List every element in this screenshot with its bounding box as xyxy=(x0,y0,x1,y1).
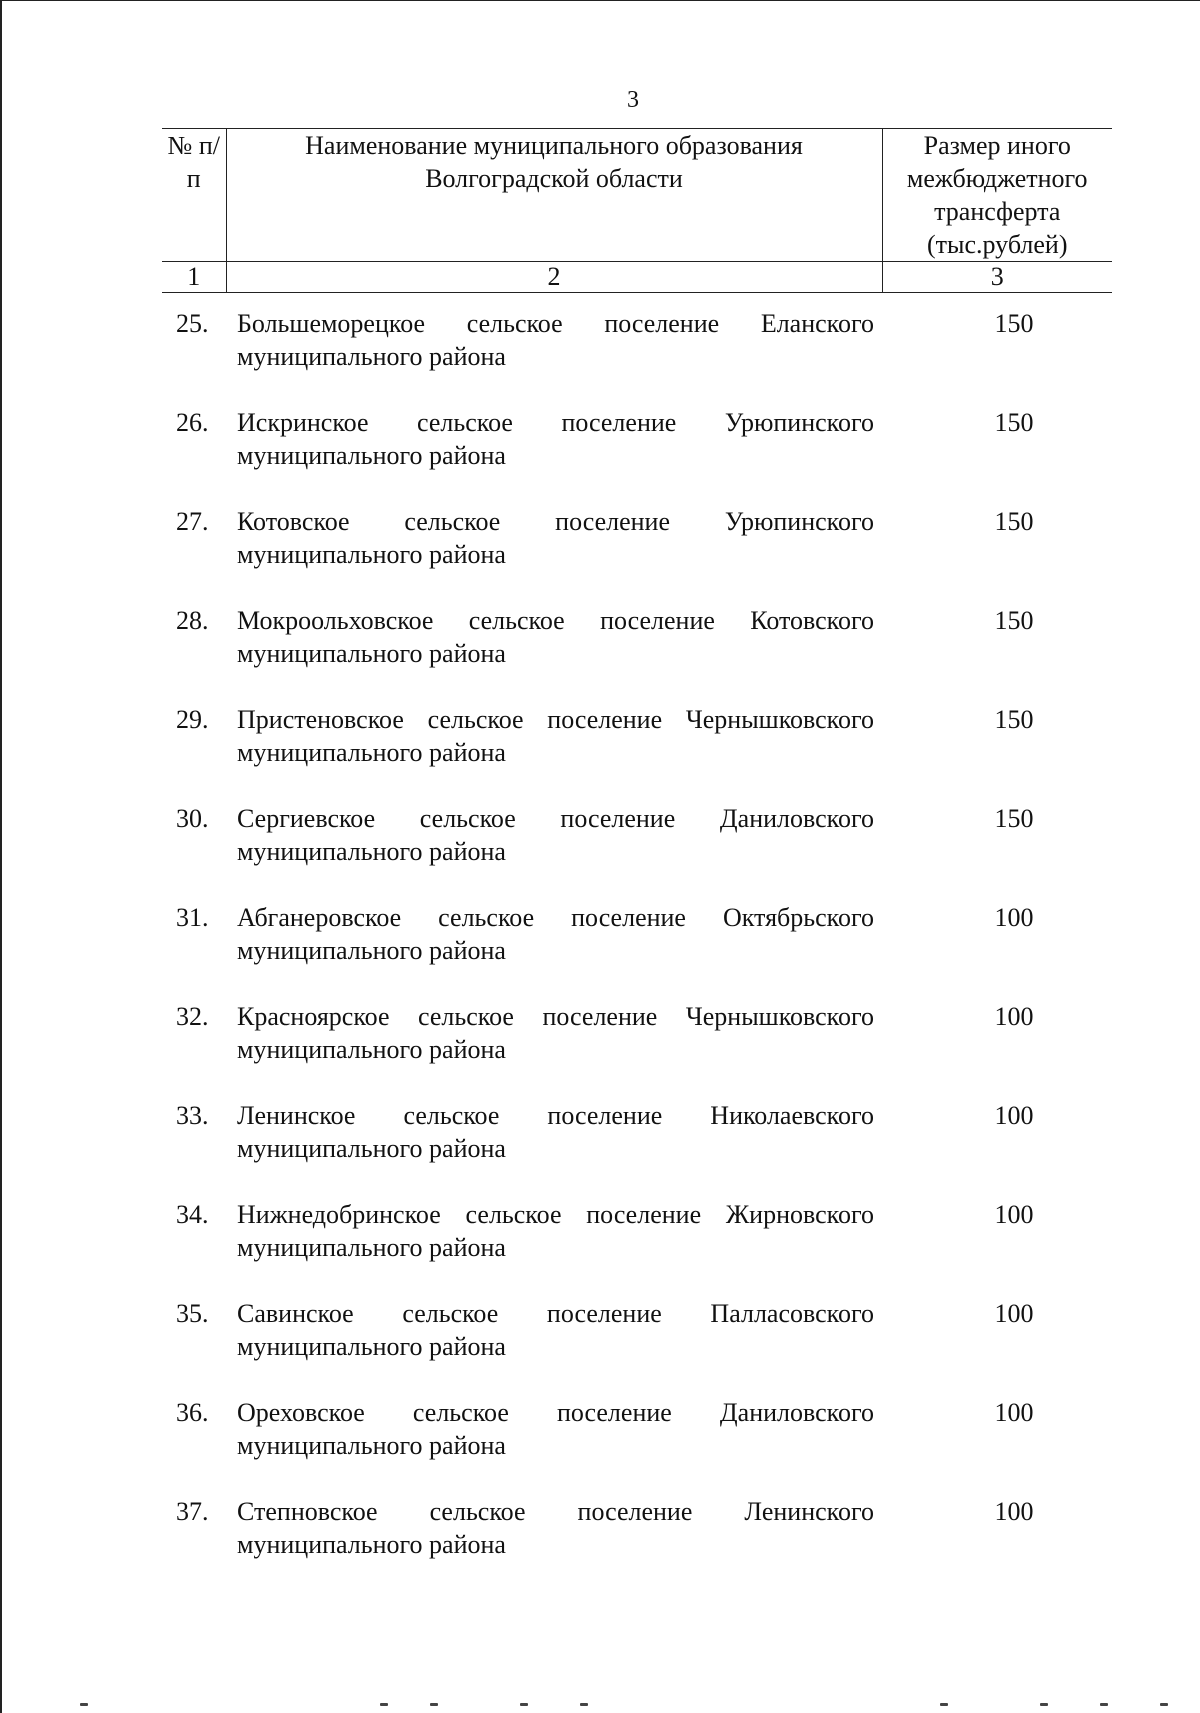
header-transfer-amount: Размер иного межбюджетного трансферта (тыс.рублей) xyxy=(882,129,1112,262)
column-number-3: 3 xyxy=(882,262,1112,293)
table-row xyxy=(162,406,1112,505)
column-number-1: 1 xyxy=(162,262,226,293)
row-number-cell xyxy=(162,1495,226,1594)
row-number: 29. xyxy=(176,705,209,734)
table-row xyxy=(162,802,1112,901)
row-number-cell xyxy=(162,1000,226,1099)
transfer-amount: 150 xyxy=(994,606,1034,635)
row-number-cell xyxy=(162,406,226,505)
municipality-name: Ореховское сельское поселение Даниловского муниципального района xyxy=(237,1398,874,1460)
table-header xyxy=(162,129,1112,293)
municipality-name: Степновское сельское поселение Ленинского муниципального района xyxy=(237,1497,874,1559)
row-number: 32. xyxy=(176,1002,209,1031)
municipality-name: Пристеновское сельское поселение Чернышковского муниципального района xyxy=(237,705,874,767)
municipality-name: Большеморецкое сельское поселение Еланского муниципального района xyxy=(237,309,874,371)
row-number-cell xyxy=(162,1198,226,1297)
table-row xyxy=(162,901,1112,1000)
transfer-amount: 100 xyxy=(994,1497,1034,1526)
municipality-name: Нижнедобринское сельское поселение Жирновского муниципального района xyxy=(237,1200,874,1262)
row-number: 30. xyxy=(176,804,209,833)
page-number: 3 xyxy=(627,87,639,113)
header-municipality-name: Наименование муниципального образования Волгоградской области xyxy=(226,129,882,262)
row-number-cell xyxy=(162,901,226,1000)
municipality-name: Сергиевское сельское поселение Даниловского муниципального района xyxy=(237,804,874,866)
row-number: 33. xyxy=(176,1101,209,1130)
table-row xyxy=(162,505,1112,604)
transfer-amount: 150 xyxy=(994,705,1034,734)
scan-edge-top xyxy=(0,0,1200,1)
transfer-amount: 150 xyxy=(994,408,1034,437)
scan-edge-left xyxy=(0,0,2,1713)
transfer-amount: 100 xyxy=(994,1398,1034,1427)
row-number-cell xyxy=(162,293,226,407)
municipality-name: Мокроольховское сельское поселение Котовского муниципального района xyxy=(237,606,874,668)
transfer-amount: 150 xyxy=(994,804,1034,833)
header-row xyxy=(162,129,1112,262)
table-row xyxy=(162,1198,1112,1297)
row-number-cell xyxy=(162,604,226,703)
row-number: 28. xyxy=(176,606,209,635)
scan-bottom-artifacts xyxy=(80,1703,1180,1709)
table-row xyxy=(162,604,1112,703)
transfer-amount: 100 xyxy=(994,1002,1034,1031)
table-row xyxy=(162,293,1112,407)
row-number: 27. xyxy=(176,507,209,536)
row-number: 25. xyxy=(176,309,209,338)
municipality-name: Красноярское сельское поселение Чернышковского муниципального района xyxy=(237,1002,874,1064)
column-number-2: 2 xyxy=(226,262,882,293)
row-number: 34. xyxy=(176,1200,209,1229)
row-number: 36. xyxy=(176,1398,209,1427)
table-row xyxy=(162,1495,1112,1594)
row-number-cell xyxy=(162,802,226,901)
municipality-name: Абганеровское сельское поселение Октябрьского муниципального района xyxy=(237,903,874,965)
row-number: 37. xyxy=(176,1497,209,1526)
column-number-row xyxy=(162,262,1112,293)
row-number: 35. xyxy=(176,1299,209,1328)
municipality-name: Ленинское сельское поселение Николаевского муниципального района xyxy=(237,1101,874,1163)
table-row xyxy=(162,1000,1112,1099)
municipality-name: Савинское сельское поселение Палласовского муниципального района xyxy=(237,1299,874,1361)
transfer-amount: 150 xyxy=(994,507,1034,536)
transfer-amount: 150 xyxy=(994,309,1034,338)
transfer-amount: 100 xyxy=(994,1299,1034,1328)
row-number-cell xyxy=(162,1099,226,1198)
header-number: № п/п xyxy=(162,129,226,262)
table-row xyxy=(162,1297,1112,1396)
table-row xyxy=(162,703,1112,802)
row-number-cell xyxy=(162,1396,226,1495)
row-number: 31. xyxy=(176,903,209,932)
row-number-cell xyxy=(162,505,226,604)
table-row xyxy=(162,1396,1112,1495)
table-row xyxy=(162,1099,1112,1198)
transfer-amount: 100 xyxy=(994,903,1034,932)
row-number-cell xyxy=(162,1297,226,1396)
transfer-amount: 100 xyxy=(994,1200,1034,1229)
municipality-name: Котовское сельское поселение Урюпинского муниципального района xyxy=(237,507,874,569)
transfer-amount: 100 xyxy=(994,1101,1034,1130)
transfer-table xyxy=(162,128,1112,1594)
row-number-cell xyxy=(162,703,226,802)
table-body xyxy=(162,293,1112,1595)
row-number: 26. xyxy=(176,408,209,437)
municipality-name: Искринское сельское поселение Урюпинского муниципального района xyxy=(237,408,874,470)
